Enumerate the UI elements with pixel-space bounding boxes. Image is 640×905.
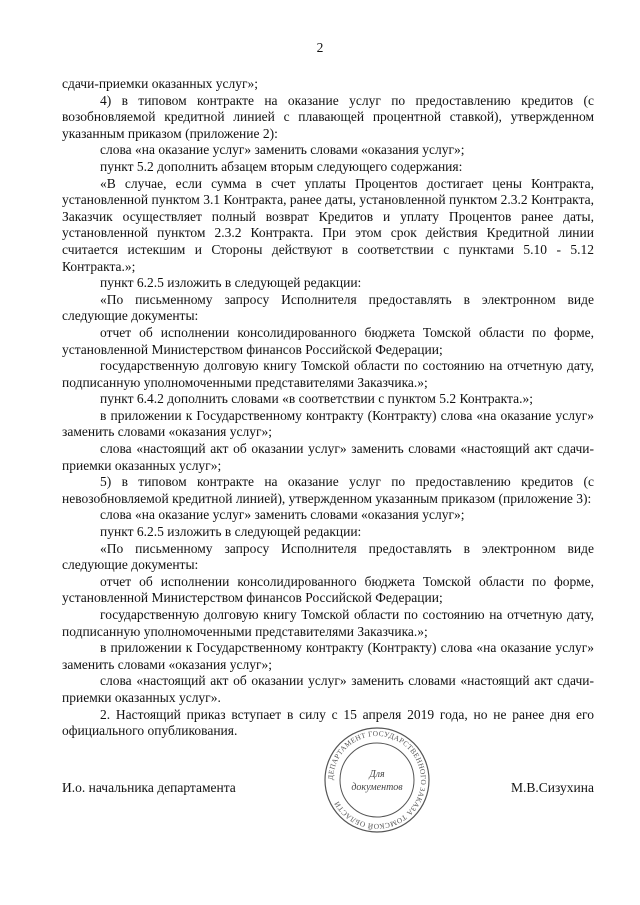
paragraph: «По письменному запросу Исполнителя предоставлять в электронном виде следующие документы:: [62, 291, 594, 324]
paragraph: 2. Настоящий приказ вступает в силу с 15 апреля 2019 года, но не ранее дня его официального опубликования.: [62, 706, 594, 739]
paragraph: сдачи-приемки оказанных услуг»;: [62, 76, 259, 91]
paragraph: слова «настоящий акт об оказании услуг» заменить словами «настоящий акт сдачи-приемки оказанных услуг»;: [62, 441, 594, 473]
paragraph: «В случае, если сумма в счет уплаты Процентов достигает цены Контракта, установленной пунктом 3.1 Контракта, ранее даты, установленной пунктом 2.3.2 Контракта, Заказчик осуществляет полный возврат Кредитов и уплату Процентов ранее даты, установленной пунктом 2.3.2 Контракта. При этом срок действия Кредитной линии считается истекшим и Стороны действуют в соответствии с пунктами 5.10 - 5.12 Контракта.»;: [62, 175, 594, 274]
paragraph: отчет об исполнении консолидированного бюджета Томской области по форме, установленной Министерством финансов Российской Федерации;: [62, 324, 594, 357]
page-number: 2: [316, 40, 324, 55]
paragraph: 4) в типовом контракте на оказание услуг по предоставлению кредитов (с возобновляемой кредитной линией с плавающей процентной ставкой), утвержденном указанным приказом (приложение 2):: [62, 92, 594, 141]
paragraph: слова «на оказание услуг» заменить словами «оказания услуг»;: [100, 507, 465, 523]
stamp-center-line2: документов: [351, 782, 403, 793]
paragraph: государственную долговую книгу Томской области по состоянию на отчетную дату, подписанную уполномоченными представителями Заказчика.»;: [62, 358, 594, 390]
stamp-outer-text: ДЕПАРТАМЕНТ ГОСУДАРСТВЕННОГО ЗАКАЗА ТОМСКОЙ ОБЛАСТИ: [325, 728, 429, 832]
signatory-name: М.В.Сизухина: [511, 780, 594, 795]
paragraph: государственную долговую книгу Томской области по состоянию на отчетную дату, подписанную уполномоченными представителями Заказчика.»;: [62, 607, 594, 639]
signature-block: [62, 780, 594, 800]
paragraph: в приложении к Государственному контракту (Контракту) слова «на оказание услуг» заменить словами «оказания услуг»;: [62, 640, 594, 672]
paragraph: пункт 6.2.5 изложить в следующей редакции:: [100, 275, 362, 291]
paragraph: пункт 6.2.5 изложить в следующей редакции:: [100, 524, 362, 540]
paragraph: пункт 5.2 дополнить абзацем вторым следующего содержания:: [100, 158, 463, 174]
signatory-position: И.о. начальника департамента: [62, 780, 236, 795]
paragraph: в приложении к Государственному контракту (Контракту) слова «на оказание услуг» заменить словами «оказания услуг»;: [62, 407, 594, 440]
paragraph: слова «настоящий акт об оказании услуг» заменить словами «настоящий акт сдачи-приемки оказанных услуг».: [62, 673, 594, 705]
document-body: [62, 76, 594, 740]
paragraph: 5) в типовом контракте на оказание услуг по предоставлению кредитов (с невозобновляемой кредитной линией), утвержденном указанным приказом (приложение 3):: [62, 474, 594, 506]
stamp-center-line1: Для: [369, 769, 385, 780]
paragraph: пункт 6.4.2 дополнить словами «в соответствии с пунктом 5.2 Контракта.»;: [100, 391, 533, 407]
paragraph: слова «на оказание услуг» заменить словами «оказания услуг»;: [100, 142, 465, 158]
paragraph: «По письменному запросу Исполнителя предоставлять в электронном виде следующие документы:: [62, 540, 594, 573]
paragraph: отчет об исполнении консолидированного бюджета Томской области по форме, установленной Министерством финансов Российской Федерации;: [62, 573, 594, 606]
